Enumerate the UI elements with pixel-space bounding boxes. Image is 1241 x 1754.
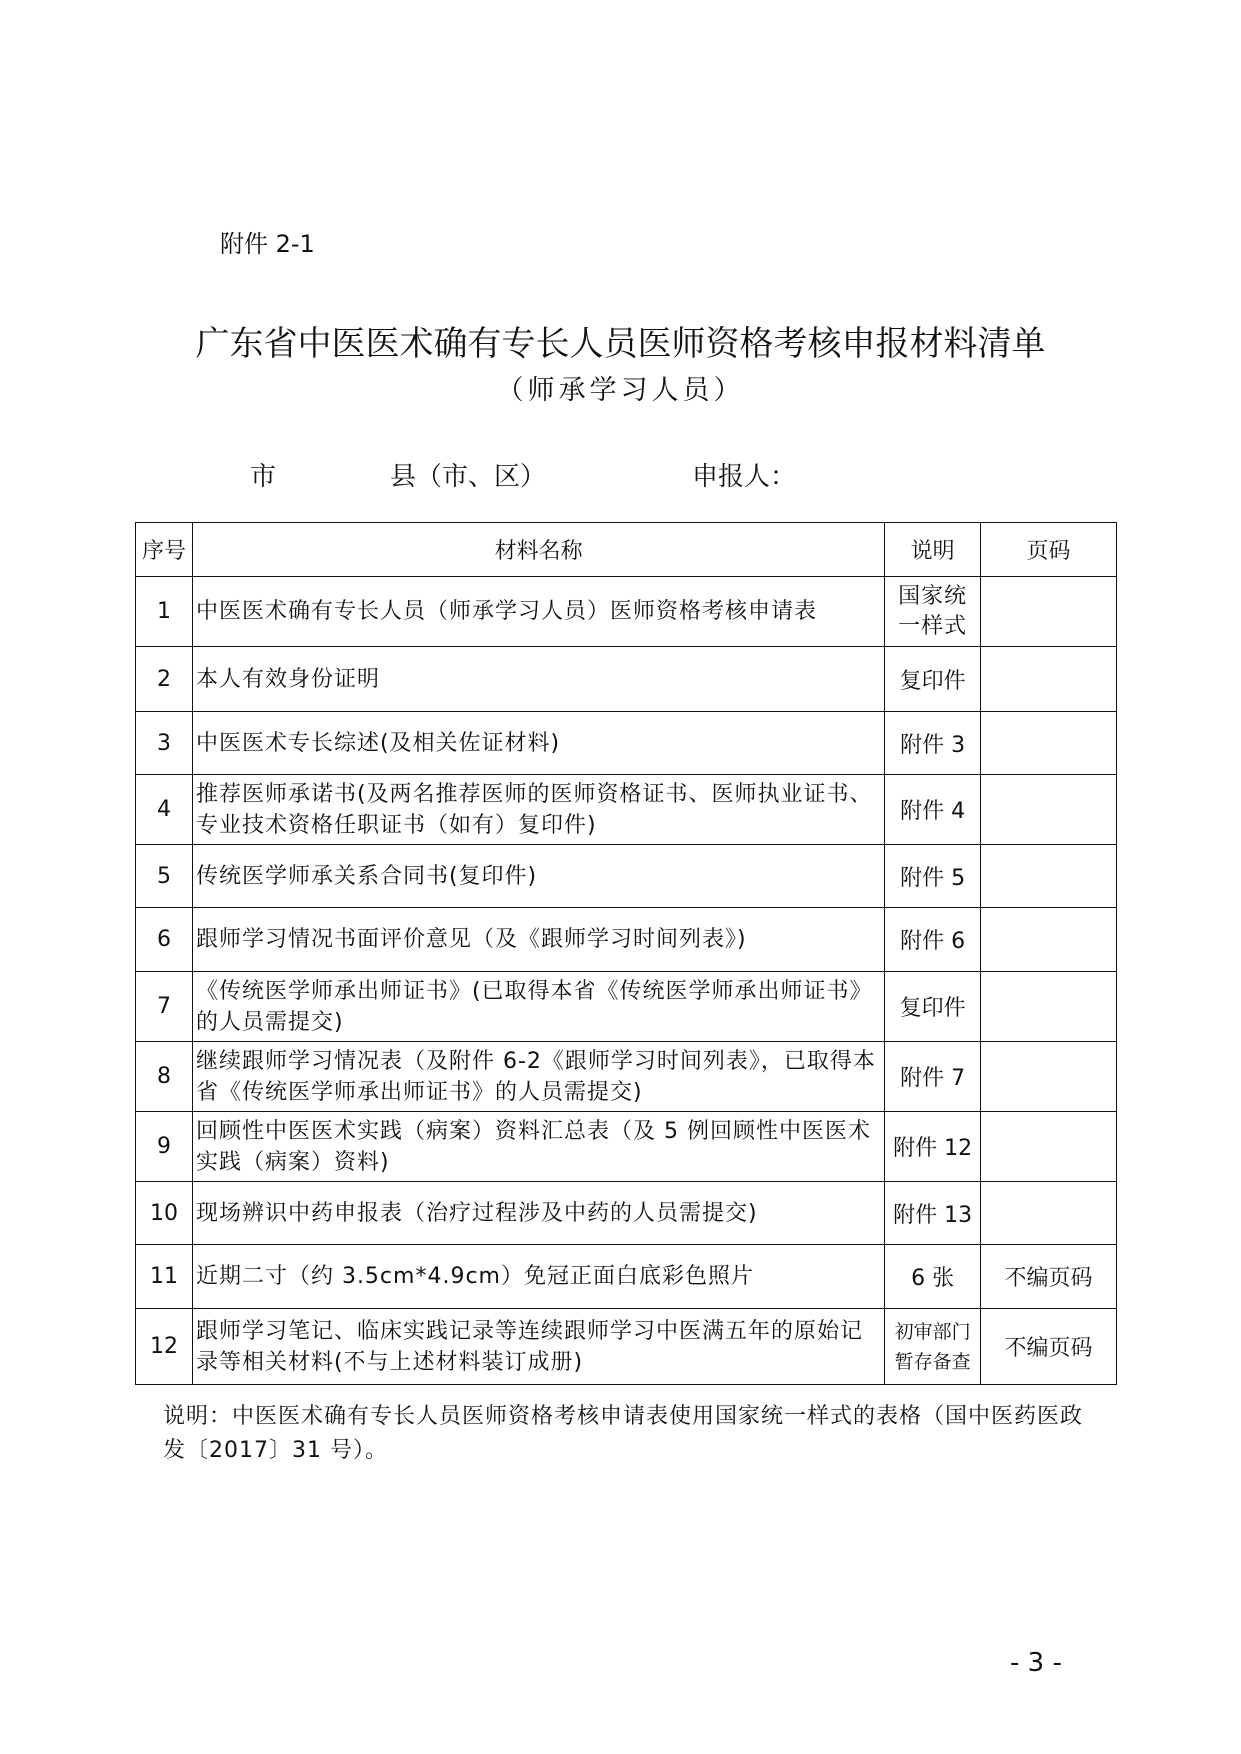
material-name: 《传统医学师承出师证书》(已取得本省《传统医学师承出师证书》的人员需提交) — [192, 972, 884, 1042]
page-code — [981, 1042, 1117, 1112]
material-name: 回顾性中医医术实践（病案）资料汇总表（及 5 例回顾性中医医术实践（病案）资料) — [192, 1112, 884, 1182]
material-name: 本人有效身份证明 — [192, 647, 884, 712]
material-note: 附件 7 — [885, 1042, 981, 1112]
page-code — [981, 577, 1117, 647]
table-row — [136, 908, 1117, 972]
material-note: 附件 3 — [885, 712, 981, 775]
material-note: 附件 5 — [885, 845, 981, 908]
row-number: 1 — [136, 577, 193, 647]
table-header-row — [136, 523, 1117, 577]
material-note: 初审部门暂存备查 — [885, 1309, 981, 1385]
material-note: 附件 13 — [885, 1182, 981, 1245]
header-no: 序号 — [136, 523, 193, 577]
applicant-label: 申报人： — [692, 462, 797, 492]
table-row — [136, 775, 1117, 845]
city-label: 市 — [250, 462, 277, 492]
page-code — [981, 712, 1117, 775]
table-row — [136, 647, 1117, 712]
header-name: 材料名称 — [192, 523, 884, 577]
document-subtitle: （师承学习人员） — [496, 375, 745, 406]
page-code — [981, 647, 1117, 712]
table-row — [136, 845, 1117, 908]
table-row — [136, 1112, 1117, 1182]
table-row — [136, 1309, 1117, 1385]
page-code — [981, 972, 1117, 1042]
material-name: 继续跟师学习情况表（及附件 6-2《跟师学习时间列表》，已取得本省《传统医学师承出师证书》的人员需提交) — [192, 1042, 884, 1112]
table-row — [136, 972, 1117, 1042]
table-row — [136, 1042, 1117, 1112]
material-note: 复印件 — [885, 647, 981, 712]
material-name: 中医医术确有专长人员（师承学习人员）医师资格考核申请表 — [192, 577, 884, 647]
material-name: 现场辨识中药申报表（治疗过程涉及中药的人员需提交) — [192, 1182, 884, 1245]
county-label: 县（市、区） — [390, 462, 547, 492]
page-code — [981, 1182, 1117, 1245]
table-row — [136, 1245, 1117, 1309]
page-code: 不编页码 — [981, 1245, 1117, 1309]
page-code: 不编页码 — [981, 1309, 1117, 1385]
header-note: 说明 — [885, 523, 981, 577]
table-row — [136, 1182, 1117, 1245]
material-note: 附件 6 — [885, 908, 981, 972]
materials-table — [135, 522, 1117, 1385]
row-number: 7 — [136, 972, 193, 1042]
row-number: 8 — [136, 1042, 193, 1112]
table-row — [136, 577, 1117, 647]
page-code — [981, 845, 1117, 908]
page-code — [981, 1112, 1117, 1182]
material-note: 6 张 — [885, 1245, 981, 1309]
footnote: 说明：中医医术确有专长人员医师资格考核申请表使用国家统一样式的表格（国中医药医政发〔2017〕31 号）。 — [163, 1404, 1084, 1463]
document-title: 广东省中医医术确有专长人员医师资格考核申报材料清单 — [195, 324, 1046, 364]
attachment-label: 附件 2-1 — [220, 230, 315, 258]
row-number: 3 — [136, 712, 193, 775]
material-name: 跟师学习情况书面评价意见（及《跟师学习时间列表》) — [192, 908, 884, 972]
page-number: - 3 - — [1010, 1648, 1062, 1678]
header-page: 页码 — [981, 523, 1117, 577]
material-name: 中医医术专长综述(及相关佐证材料) — [192, 712, 884, 775]
material-note: 国家统一样式 — [885, 577, 981, 647]
row-number: 10 — [136, 1182, 193, 1245]
row-number: 2 — [136, 647, 193, 712]
material-name: 传统医学师承关系合同书(复印件) — [192, 845, 884, 908]
material-name: 近期二寸（约 3.5cm*4.9cm）免冠正面白底彩色照片 — [192, 1245, 884, 1309]
page-code — [981, 775, 1117, 845]
row-number: 5 — [136, 845, 193, 908]
row-number: 4 — [136, 775, 193, 845]
row-number: 6 — [136, 908, 193, 972]
material-note: 附件 12 — [885, 1112, 981, 1182]
row-number: 11 — [136, 1245, 193, 1309]
material-note: 附件 4 — [885, 775, 981, 845]
table-row — [136, 712, 1117, 775]
material-name: 跟师学习笔记、临床实践记录等连续跟师学习中医满五年的原始记录等相关材料(不与上述材料装订成册) — [192, 1309, 884, 1385]
material-name: 推荐医师承诺书(及两名推荐医师的医师资格证书、医师执业证书、专业技术资格任职证书（如有）复印件) — [192, 775, 884, 845]
row-number: 9 — [136, 1112, 193, 1182]
material-note: 复印件 — [885, 972, 981, 1042]
page-code — [981, 908, 1117, 972]
row-number: 12 — [136, 1309, 193, 1385]
